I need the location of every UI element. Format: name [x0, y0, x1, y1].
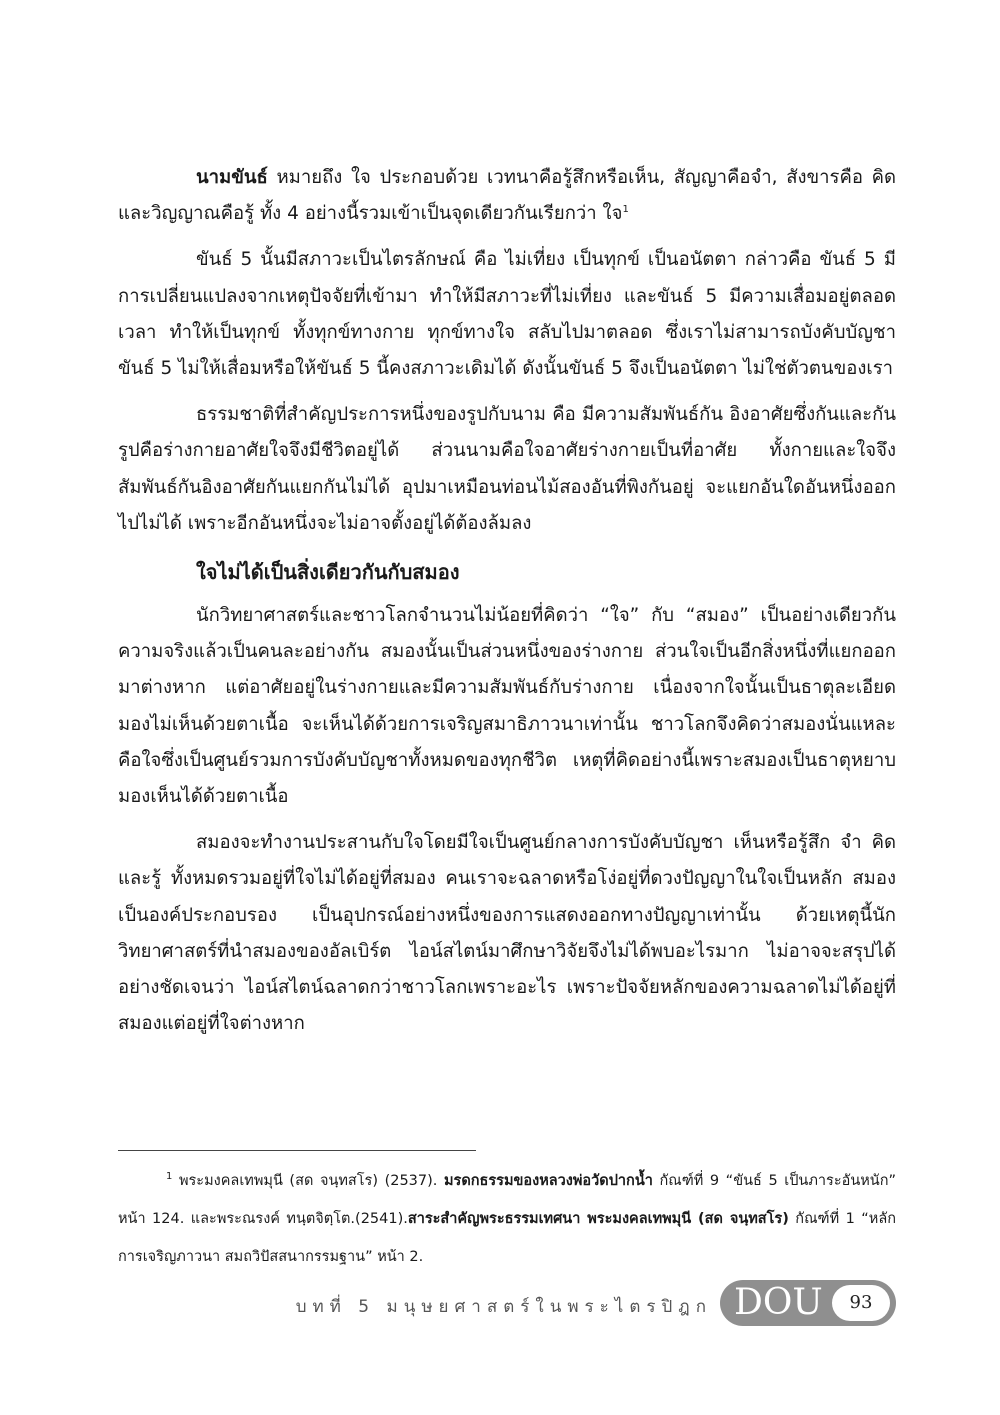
paragraph-brain-function: สมองจะทำงานประสานกับใจโดยมีใจเป็นศูนย์กลางการบังคับบัญชา เห็นหรือรู้สึก จำ คิด และรู้ ทั้งหมดรวมอยู่ที่ใจไม่ได้อยู่ที่สมอง คนเราจะฉลาดหรือโง่อยู่ที่ดวงปัญญาในใจเป็นหลัก สมองเป็นองค์ประกอบรอง เป็นอุปกรณ์อย่างหนึ่งของการแสดงออกทางปัญญาเท่านั้น ด้วยเหตุนี้นักวิทยาศาสตร์ที่นำสมองของอัลเบิร์ต ไอน์สไตน์มาศึกษาวิจัยจึงไม่ได้พบอะไรมาก ไม่อาจจะสรุปได้อย่างชัดเจนว่า ไอน์สไตน์ฉลาดกว่าชาวโลกเพราะอะไร เพราะปัจจัยหลักของความฉลาดไม่ได้อยู่ที่สมองแต่อยู่ที่ใจต่างหาก — [118, 832, 896, 1035]
paragraph-text: หมายถึง ใจ ประกอบด้วย เวทนาคือรู้สึกหรือเห็น, สัญญาคือจำ, สังขารคือ คิด และวิญญาณคือรู้ ทั้ง 4 อย่างนี้รวมเข้าเป็นจุดเดียวกันเรียกว่า ใจ — [118, 167, 896, 225]
footnote-title: สาระสำคัญพระธรรมเทศนา พระมงคลเทพมุนี (สด จนฺทสโร) — [407, 1211, 789, 1227]
dou-logo-text: DOU — [734, 1282, 823, 1323]
dou-logo-badge — [720, 1280, 896, 1326]
footnote-divider — [118, 1150, 476, 1151]
page-footer — [0, 1280, 1000, 1336]
footnote-text: กัณฑ์ที่ 9 “ขันธ์ 5 เป็นภาระอันหนัก” หน้า 124. และพระณรงค์ ทนฺตจิตฺโต.(2541). — [118, 1173, 896, 1227]
page-number: 93 — [832, 1285, 890, 1321]
footnote-text: พระมงคลเทพมุนี (สด จนฺทสโร) (2537). — [172, 1173, 444, 1189]
section-heading: ใจไม่ได้เป็นสิ่งเดียวกันกับสมอง — [196, 560, 460, 585]
term-namakhan: นามขันธ์ — [196, 167, 268, 188]
footnote — [118, 1162, 896, 1276]
footnote-ref[interactable]: 1 — [622, 204, 629, 216]
paragraph-namakhan — [118, 160, 896, 232]
footnote-text: กัณฑ์ที่ 1 “หลักการเจริญภาวนา สมถวิปัสสนากรรมฐาน” หน้า 2. — [118, 1211, 896, 1265]
footnote-title: มรดกธรรมของหลวงพ่อวัดปากน้ำ — [443, 1173, 653, 1189]
chapter-title: บทที่ 5 มนุษยศาสตร์ในพระไตรปิฎก — [295, 1297, 712, 1317]
main-content — [118, 160, 896, 1052]
paragraph-tilakkhana: ขันธ์ 5 นั้นมีสภาวะเป็นไตรลักษณ์ คือ ไม่เที่ยง เป็นทุกข์ เป็นอนัตตา กล่าวคือ ขันธ์ 5 มีการเปลี่ยนแปลงจากเหตุปัจจัยที่เข้ามา ทำให้มีสภาวะที่ไม่เที่ยง และขันธ์ 5 มีความเสื่อมอยู่ตลอดเวลา ทำให้เป็นทุกข์ ทั้งทุกข์ทางกาย ทุกข์ทางใจ สลับไปมาตลอด ซึ่งเราไม่สามารถบังคับบัญชาขันธ์ 5 ไม่ให้เสื่อมหรือให้ขันธ์ 5 นี้คงสภาวะเดิมได้ ดังนั้นขันธ์ 5 จึงเป็นอนัตตา ไม่ใช่ตัวตนของเรา — [118, 249, 896, 380]
paragraph-rupa-nama: ธรรมชาติที่สำคัญประการหนึ่งของรูปกับนาม คือ มีความสัมพันธ์กัน อิงอาศัยซึ่งกันและกัน รูปคือร่างกายอาศัยใจจึงมีชีวิตอยู่ได้ ส่วนนามคือใจอาศัยร่างกายเป็นที่อาศัย ทั้งกายและใจจึงสัมพันธ์กันอิงอาศัยกันแยกกันไม่ได้ อุปมาเหมือนท่อนไม้สองอันที่พิงกันอยู่ จะแยกอันใดอันหนึ่งออกไปไม่ได้ เพราะอีกอันหนึ่งจะไม่อาจตั้งอยู่ได้ต้องล้มลง — [118, 404, 896, 534]
footnote-marker: 1 — [166, 1171, 173, 1183]
paragraph-mind-brain: นักวิทยาศาสตร์และชาวโลกจำนวนไม่น้อยที่คิดว่า “ใจ” กับ “สมอง” เป็นอย่างเดียวกัน ความจริงแล้วเป็นคนละอย่างกัน สมองนั้นเป็นส่วนหนึ่งของร่างกาย ส่วนใจเป็นอีกสิ่งหนึ่งที่แยกออกมาต่างหาก แต่อาศัยอยู่ในร่างกายและมีความสัมพันธ์กับร่างกาย เนื่องจากใจนั้นเป็นธาตุละเอียดมองไม่เห็นด้วยตาเนื้อ จะเห็นได้ด้วยการเจริญสมาธิภาวนาเท่านั้น ชาวโลกจึงคิดว่าสมองนั่นแหละคือใจซึ่งเป็นศูนย์รวมการบังคับบัญชาทั้งหมดของทุกชีวิต เหตุที่คิดอย่างนี้เพราะสมองเป็นธาตุหยาบมองเห็นได้ด้วยตาเนื้อ — [118, 605, 896, 808]
